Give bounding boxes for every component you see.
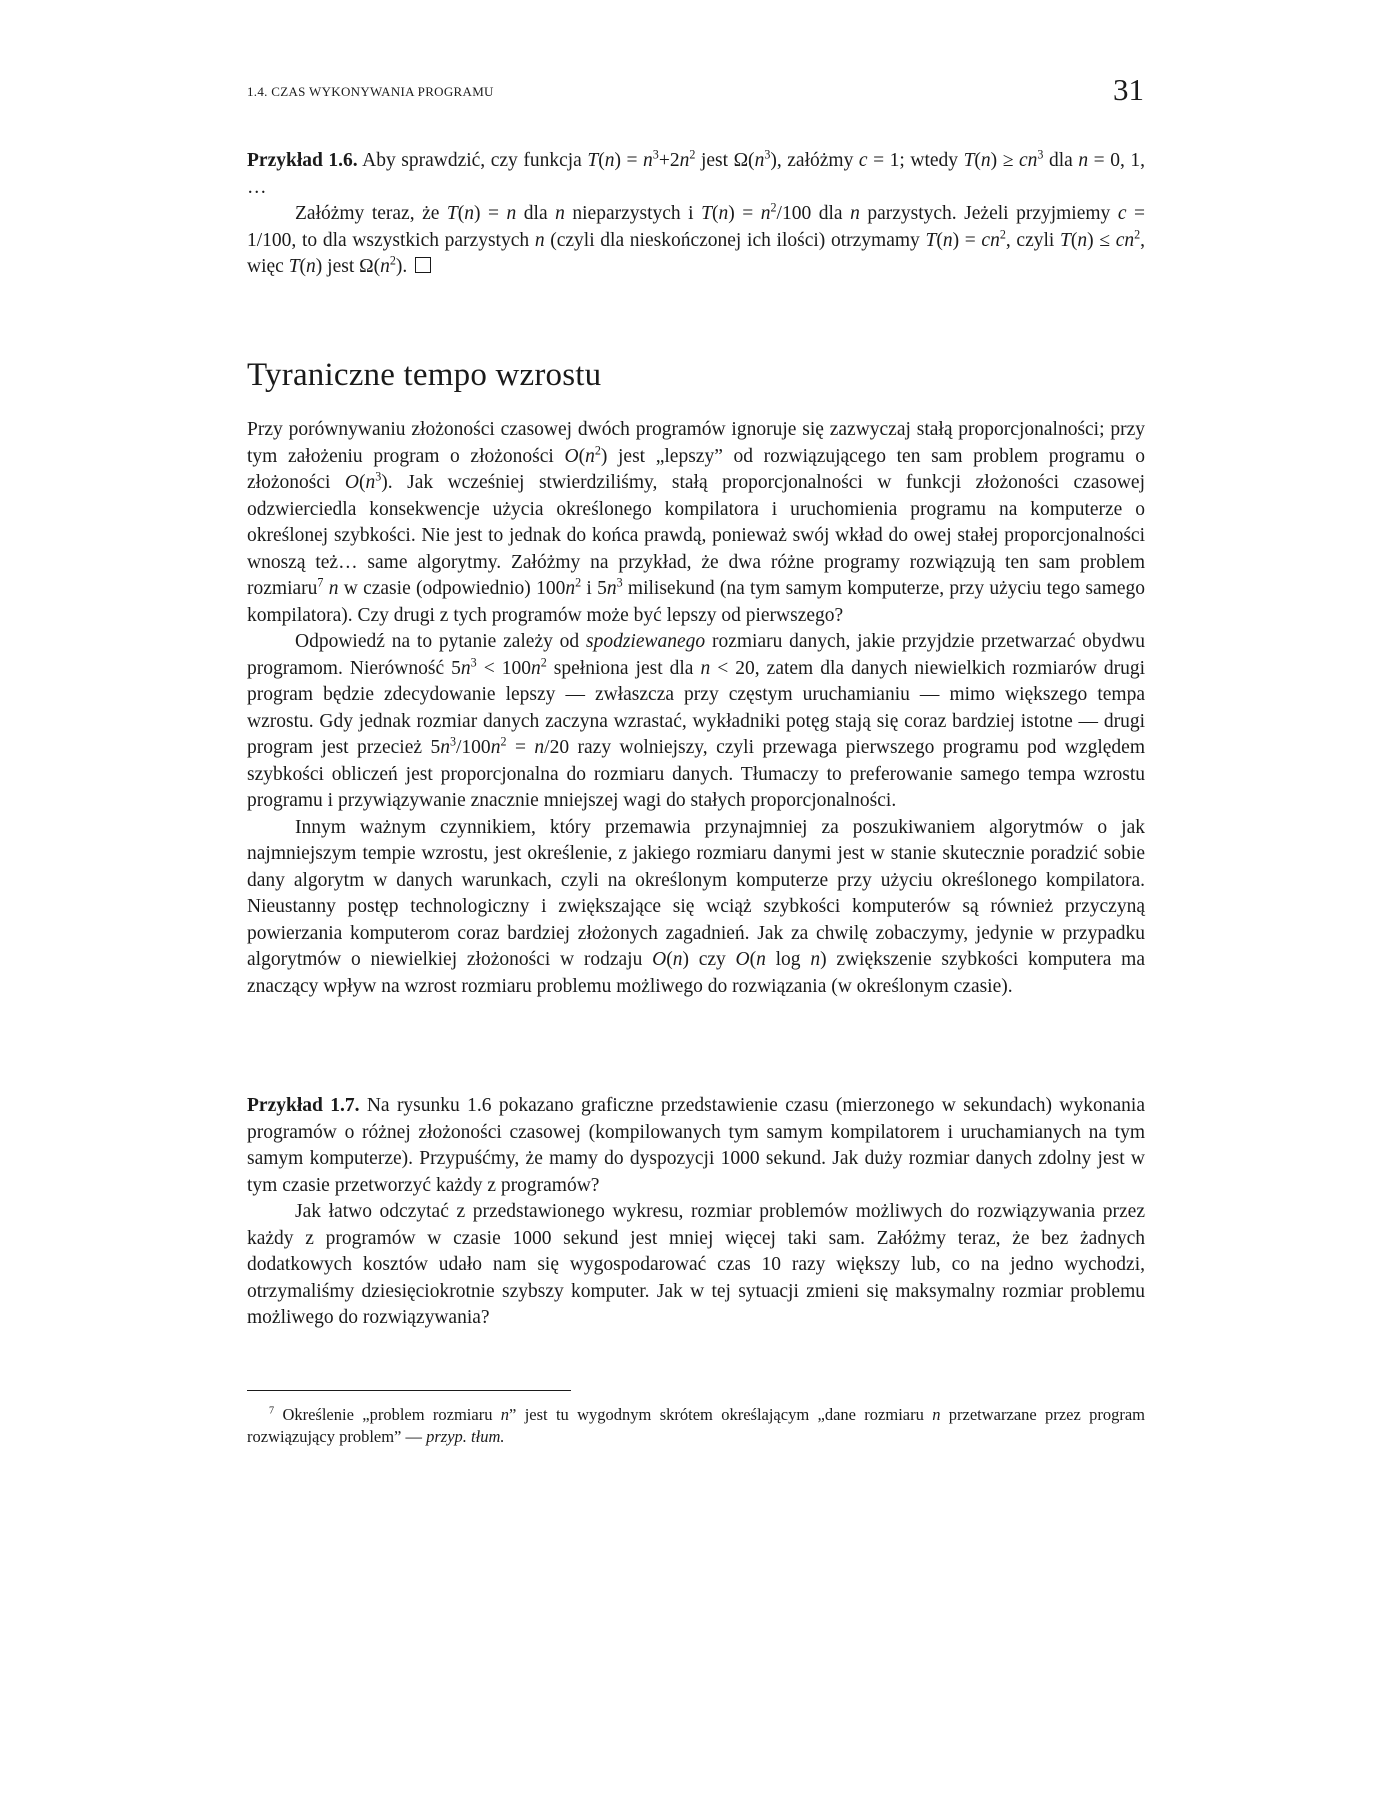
running-head: 1.4. CZAS WYKONYWANIA PROGRAMU xyxy=(247,84,494,99)
superscript: 3 xyxy=(375,469,382,484)
text-run: ( xyxy=(666,949,673,970)
math-var: n xyxy=(460,657,471,679)
math-var: cn xyxy=(1018,150,1038,171)
text-run: ( xyxy=(598,150,605,171)
superscript: 3 xyxy=(652,147,659,162)
math-var: n xyxy=(700,657,711,679)
emphasis: spodziewanego xyxy=(585,631,706,652)
qed-square-icon xyxy=(415,257,431,273)
text-run: < 20, zatem dla danych niewielkich rozmiarów drugi program będzie zdecydowanie lepszy — zwłaszcza przy częstym uruchamianiu — mimo większego tempa wzrostu. Gdy jednak rozmiar danych zaczyna wzrastać, wykładniki potęg stają się coraz bardziej istotne — drugi program jest przecież 5 xyxy=(247,657,1146,758)
text-run: w czasie (odpowiednio) 100 xyxy=(338,578,566,599)
superscript: 2 xyxy=(389,253,396,268)
math-var: cn xyxy=(981,229,1000,251)
math-var: n xyxy=(754,150,765,171)
section-paragraph-1 xyxy=(247,417,1145,629)
math-var: n xyxy=(530,657,541,679)
math-var: n xyxy=(365,472,376,493)
section-paragraph-2 xyxy=(247,629,1145,815)
example-1-7 xyxy=(247,1093,1145,1332)
text-run: ) = xyxy=(728,203,761,224)
superscript: 2 xyxy=(999,227,1006,242)
math-var: n xyxy=(306,256,316,277)
text-run: dla xyxy=(1043,150,1079,171)
example-1-7-paragraph-1 xyxy=(247,1093,1145,1199)
translator-note: przyp. tłum. xyxy=(426,1427,505,1446)
text-run: rozmiaru danych, jakie przyjdzie przetwarzać obydwu programom. Nierówność 5 xyxy=(247,631,1145,679)
superscript: 2 xyxy=(689,147,696,162)
text-run: Innym ważnym czynnikiem, który przemawia przynajmniej za poszukiwaniem algorytmów o jak najmniejszym tempie wzrostu, jest określenie, z jakiego rozmiaru danymi jest w stanie skutecznie poradzić sobie dany algorytm w danych warunkach, czyli na określonym komputerze przy użyciu określonego kompilatora. Nieustanny postęp technologiczny i zwiększające się wciąż szybkości komputerów są również przyczyną powierzania komputerom coraz bardziej złożonych zagadnień. Jak za chwilę zobaczymy, jedynie w przypadku algorytmów o niewielkiej złożoności w rodzaju xyxy=(247,816,1145,970)
math-var: n xyxy=(606,578,617,599)
text-run: (czyli dla nieskończonej ich ilości) otrzymamy xyxy=(544,229,926,251)
math-var: cn xyxy=(1115,229,1135,251)
math-var: n xyxy=(506,203,517,224)
math-var: n xyxy=(679,150,690,171)
text-run: ( xyxy=(936,229,943,251)
example-label: Przykład 1.6. xyxy=(247,150,358,171)
math-var: O xyxy=(735,949,750,970)
math-var: n xyxy=(1077,229,1088,251)
text-run: Załóżmy teraz, że xyxy=(295,203,447,224)
math-var: T xyxy=(925,229,937,251)
text-run: ( xyxy=(457,203,465,224)
math-var: T xyxy=(288,256,300,277)
text-run: = 0, 1, … xyxy=(247,150,1145,198)
section-body xyxy=(247,417,1145,1000)
math-var: n xyxy=(932,1405,941,1424)
text-run: ( xyxy=(749,949,757,970)
math-var: n xyxy=(490,737,501,758)
math-var: T xyxy=(1060,229,1071,251)
text-run: ) = xyxy=(614,150,644,171)
text-run: ( xyxy=(578,445,586,467)
text-run: Odpowiedź na to pytanie zależy od xyxy=(295,631,586,652)
example-1-6 xyxy=(247,148,1145,281)
text-run: Na rysunku 1.6 pokazano graficzne przedstawienie czasu (mierzonego w sekundach) wykonania programów o różnej złożoności czasowej (kompilowanych tym samym kompilatorem i uruchamianych na tym samym komputerze). Przypuśćmy, że mamy do dyspozycji 1000 sekund. Jak duży rozmiar danych zdolny jest w tym czasie przetworzyć każdy z programów? xyxy=(247,1095,1145,1196)
superscript: 2 xyxy=(594,443,601,458)
text-run: przetwarzane przez program rozwiązujący problem” — xyxy=(247,1405,1146,1446)
math-var: n xyxy=(500,1405,510,1424)
text-run: ) jest „lepszy” od rozwiązującego ten sam problem programu o złożoności xyxy=(247,445,1145,493)
text-run: ( xyxy=(711,203,719,224)
math-var: n xyxy=(980,150,991,171)
example-1-6-paragraph-2 xyxy=(247,201,1145,281)
text-run: /100 dla xyxy=(776,203,851,224)
text-run: Aby sprawdzić, czy funkcja xyxy=(357,150,588,171)
text-run: = 1/100, to dla wszystkich parzystych xyxy=(247,203,1145,251)
text-run: ) = xyxy=(952,229,982,251)
math-var: n xyxy=(328,578,339,599)
text-run: ( xyxy=(358,472,366,493)
math-var: T xyxy=(701,203,712,224)
math-var: O xyxy=(564,445,579,467)
text-run: ). xyxy=(395,256,408,277)
text-run: dla xyxy=(516,203,556,224)
text-run: nieparzystych i xyxy=(564,203,702,224)
text-run: milisekund (na tym samym komputerze, przy użyciu tego samego kompilatora). Czy drugi z tych programów może być lepszy od pierwszego? xyxy=(247,578,1145,626)
example-label: Przykład 1.7. xyxy=(247,1095,360,1116)
text-run: < 100 xyxy=(476,657,531,679)
math-var: T xyxy=(963,150,975,171)
math-var: n xyxy=(604,150,615,171)
math-var: n xyxy=(534,737,545,758)
superscript: 2 xyxy=(500,734,507,749)
text-run: spełniona jest dla xyxy=(546,657,701,679)
text-run: +2 xyxy=(658,150,680,171)
text-run: ) jest Ω( xyxy=(315,256,381,277)
example-1-7-paragraph-2: Jak łatwo odczytać z przedstawionego wykresu, rozmiar problemów możliwych do rozwiązywania przez każdy z programów w czasie 1000 sekund jest mniej więcej taki sam. Załóżmy teraz, że bez żadnych dodatkowych kosztów udało nam się wygospodarować czas 10 razy większy lub, co na jedno wychodzi, otrzymaliśmy dziesięciokrotnie szybszy komputer. Jak w tej sytuacji zmieni się maksymalny rozmiar problemu możliwego do rozwiązywania? xyxy=(247,1201,1145,1328)
text-run: ). Jak wcześniej stwierdziliśmy, stałą proporcjonalności w funkcji złożoności czasowej odzwierciedla konsekwencje użycia określonego kompilatora i uruchomienia programu na komputerze o określonej szybkości. Nie jest to jednak do końca prawdą, ponieważ swój wkład do owej stałej proporcjonalności wnoszą też… same algorytmy. Załóżmy na przykład, że dwa różne programy rozwiązują ten sam problem rozmiaru xyxy=(247,472,1145,599)
section-paragraph-3 xyxy=(247,815,1145,1001)
text-run: ( xyxy=(974,150,981,171)
text-run: jest Ω( xyxy=(695,150,755,171)
text-run: = xyxy=(506,737,535,758)
text-run: = 1; wtedy xyxy=(867,150,964,171)
superscript: 2 xyxy=(575,575,582,590)
footnote xyxy=(247,1404,1145,1448)
text-run: ( xyxy=(1070,229,1078,251)
section-heading: Tyraniczne tempo wzrostu xyxy=(247,357,602,393)
footnote-marker: 7 xyxy=(269,1405,275,1417)
text-run: ) zwiększenie szybkości komputera ma znaczący wpływ na wzrost rozmiaru problemu możliwego do rozwiązania (w określonym czasie). xyxy=(247,949,1145,997)
math-var: n xyxy=(718,203,729,224)
text-run: ) ≥ xyxy=(990,150,1019,171)
math-var: n xyxy=(585,445,595,467)
math-var: O xyxy=(344,472,359,493)
math-var: n xyxy=(756,949,766,970)
superscript: 3 xyxy=(449,734,457,749)
math-var: n xyxy=(672,949,683,970)
math-var: T xyxy=(446,203,458,224)
text-run: , więc xyxy=(247,229,1146,277)
superscript: 3 xyxy=(764,147,771,162)
math-var: n xyxy=(565,578,576,599)
text-run: ” jest tu wygodnym skrótem określającym „dane rozmiaru xyxy=(509,1405,933,1424)
math-var: n xyxy=(440,737,450,758)
text-run: Określenie „problem rozmiaru xyxy=(274,1405,501,1424)
math-var: n xyxy=(850,203,860,224)
text-run: Przy porównywaniu złożoności czasowej dwóch programów ignoruje się zazwyczaj stałą proporcjonalności; przy tym założeniu program o złożoności xyxy=(247,419,1145,467)
text-run: /20 razy wolniejszy, czyli przewaga pierwszego programu pod względem szybkości obliczeń jest proporcjonalna do rozmiaru danych. Tłumaczy to preferowanie samego tempa wzrostu programu i przywiązywanie znacznie mniejszej wagi do stałych proporcjonalności. xyxy=(247,737,1145,811)
superscript: 3 xyxy=(616,575,623,590)
math-var: T xyxy=(587,150,599,171)
text-run: ) = xyxy=(474,203,507,224)
superscript: 2 xyxy=(770,200,777,215)
text-run: i 5 xyxy=(581,578,607,599)
page-number: 31 xyxy=(1113,72,1144,107)
footnote-divider xyxy=(247,1390,571,1391)
math-var: n xyxy=(534,229,545,251)
text-run: , czyli xyxy=(1005,229,1061,251)
text-run: log xyxy=(765,949,811,970)
math-var: n xyxy=(464,203,475,224)
superscript: 3 xyxy=(1037,147,1044,162)
text-run: ) czy xyxy=(682,949,736,970)
math-var: n xyxy=(643,150,653,171)
math-var: O xyxy=(652,949,667,970)
text-run: parzystych. Jeżeli przyjmiemy xyxy=(859,203,1118,224)
superscript: 2 xyxy=(1134,227,1141,242)
text-run: ), załóżmy xyxy=(770,150,859,171)
math-var: n xyxy=(1078,150,1089,171)
text-run: ) ≤ xyxy=(1087,229,1116,251)
math-var: c xyxy=(858,150,868,171)
math-var: n xyxy=(810,949,821,970)
math-var: c xyxy=(1117,203,1127,224)
text-run: ( xyxy=(299,256,307,277)
superscript: 2 xyxy=(540,655,547,670)
math-var: n xyxy=(380,256,390,277)
superscript: 3 xyxy=(470,655,477,670)
math-var: n xyxy=(942,229,953,251)
math-var: n xyxy=(555,203,565,224)
example-1-6-paragraph-1 xyxy=(247,148,1145,201)
math-var: n xyxy=(760,203,771,224)
text-run: /100 xyxy=(456,737,491,758)
footnote-reference[interactable]: 7 xyxy=(317,575,324,590)
